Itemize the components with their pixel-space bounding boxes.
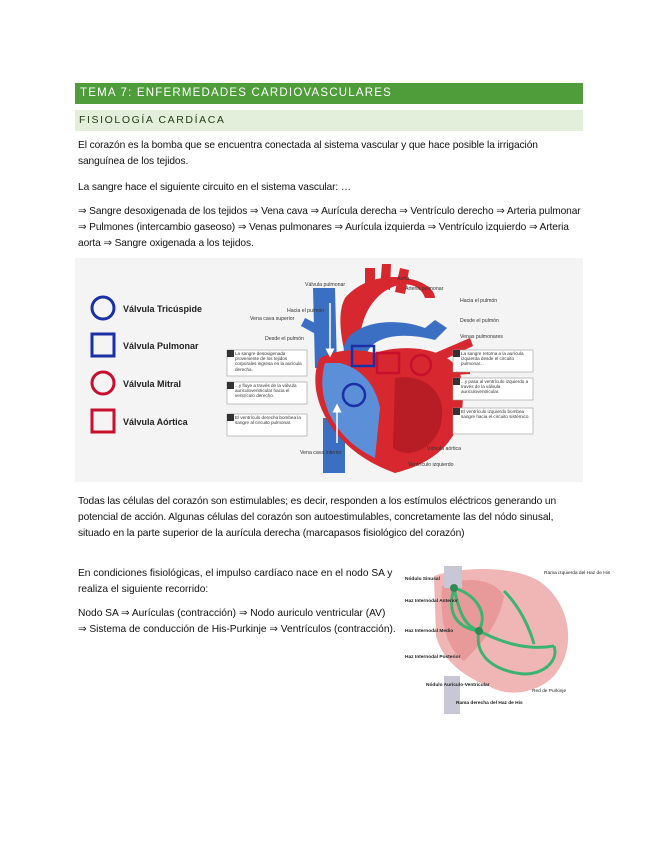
callout-left-2: ...y fluye a través de la válvula auriculoventricular hacia el ventrículo derecho. — [227, 382, 307, 404]
label-haz-medio: Haz Internodal Medio — [405, 629, 454, 634]
sa-node-marker — [450, 584, 458, 592]
label-desde-pulmon-right: Desde el pulmón — [460, 318, 499, 324]
label-rama-izquierda: Rama izquierda del Haz de His — [544, 571, 611, 576]
label-nodulo-sinusal: Nódulo Sinusal — [405, 577, 440, 582]
label-haz-anterior: Haz Internodal Anterior — [405, 599, 458, 604]
paragraph-circuit: ⇒ Sangre desoxigenada de los tejidos ⇒ Vena cava ⇒ Aurícula derecha ⇒ Ventrículo derecho ⇒ Arteria pulmonar ⇒ Pulmones (intercambio gaseoso) ⇒ Venas pulmonares ⇒ Aurícula izquierda ⇒ Ventrículo izquierdo ⇒ Arteria aorta ⇒ Sangre oxigenada a los tejidos. — [78, 206, 581, 249]
section-title: FISIOLOGÍA CARDÍACA — [79, 114, 226, 126]
conduction-diagram — [404, 566, 611, 714]
paragraph-conduction-path: Nodo SA ⇒ Aurículas (contracción) ⇒ Nodo auriculo ventricular (AV) ⇒ Sistema de conducción de His-Purkinje ⇒ Ventrículos (contracción). — [78, 608, 396, 635]
legend-label-mitral: Válvula Mitral — [123, 379, 182, 389]
callout-left-1: La sangre desoxigenada proveniente de los tejidos corporales ingresa en la aurícula derecha. — [227, 350, 307, 376]
legend-label-pulmonar: Válvula Pulmonar — [123, 341, 199, 351]
label-red-purkinje: Red de Purkinje — [532, 689, 567, 694]
label-venas-pulmonares: Venas pulmonares — [460, 334, 503, 340]
callout-right-3: El ventrículo izquierdo bombea sangre hacia el circuito sistémico. — [453, 408, 533, 434]
callout-right-2: ...y pasa al ventrículo izquierdo a través de la válvula auriculoventricular. — [453, 378, 533, 400]
label-rama-derecha: Rama derecha del Haz de His — [456, 701, 523, 706]
label-hacia-pulmon-right: Hacia el pulmón — [460, 298, 498, 304]
section-title-bar — [75, 110, 583, 131]
legend-label-aortic: Válvula Aórtica — [123, 417, 188, 427]
av-node-marker — [475, 627, 483, 635]
label-vena-cava-inferior: Vena cava inferior — [300, 450, 342, 456]
conduction-system-figure — [404, 566, 611, 714]
legend-label-tricuspid: Válvula Tricúspide — [123, 304, 203, 314]
chapter-title-bar — [75, 83, 583, 104]
paragraph-impulse: En condiciones fisiológicas, el impulso cardíaco nace en el nodo SA y realiza el siguiente recorrido: — [78, 568, 393, 595]
heart-valves-figure — [75, 258, 583, 482]
label-hacia-pulmon-left: Hacia el pulmón — [287, 308, 325, 314]
callout-left-3: El ventrículo derecho bombea la sangre al circuito pulmonar. — [227, 414, 307, 436]
label-arteria-pulmonar: Arteria pulmonar — [405, 286, 444, 292]
paragraph-intro: El corazón es la bomba que se encuentra conectada al sistema vascular y que hace posible la irrigación sanguínea de los tejidos. — [78, 140, 538, 167]
paragraph-excitability: Todas las células del corazón son estimulables; es decir, responden a los estímulos eléctricos generando un potencial de acción. Algunas células del corazón son autoestimulables, concretamente las del nódo sinusal, situado en la parte superior de la aurícula derecha (marcapasos fisiológico del corazón) — [78, 496, 557, 539]
label-vena-cava-superior: Vena cava superior — [250, 316, 295, 322]
paragraph-circuit-lead: La sangre hace el siguiente circuito en el sistema vascular: … — [78, 182, 351, 193]
label-valvula-pulmonar: Válvula pulmonar — [305, 282, 346, 288]
label-aorta: Aorta — [397, 276, 410, 282]
label-valvula-aortica: Válvula aórtica — [427, 446, 462, 452]
chapter-title: TEMA 7: ENFERMEDADES CARDIOVASCULARES — [80, 87, 392, 99]
heart-diagram — [75, 258, 583, 482]
label-nodulo-av: Nódulo Aurículo-Ventricular — [426, 683, 490, 688]
label-desde-pulmon-left: Desde el pulmón — [265, 336, 304, 342]
label-haz-posterior: Haz Internodal Posterior — [405, 655, 461, 660]
callout-right-1: La sangre retorna a la aurícula izquierda desde el circuito pulmonar... — [453, 350, 533, 372]
label-ventriculo-izquierdo: Ventrículo izquierdo — [408, 462, 454, 468]
